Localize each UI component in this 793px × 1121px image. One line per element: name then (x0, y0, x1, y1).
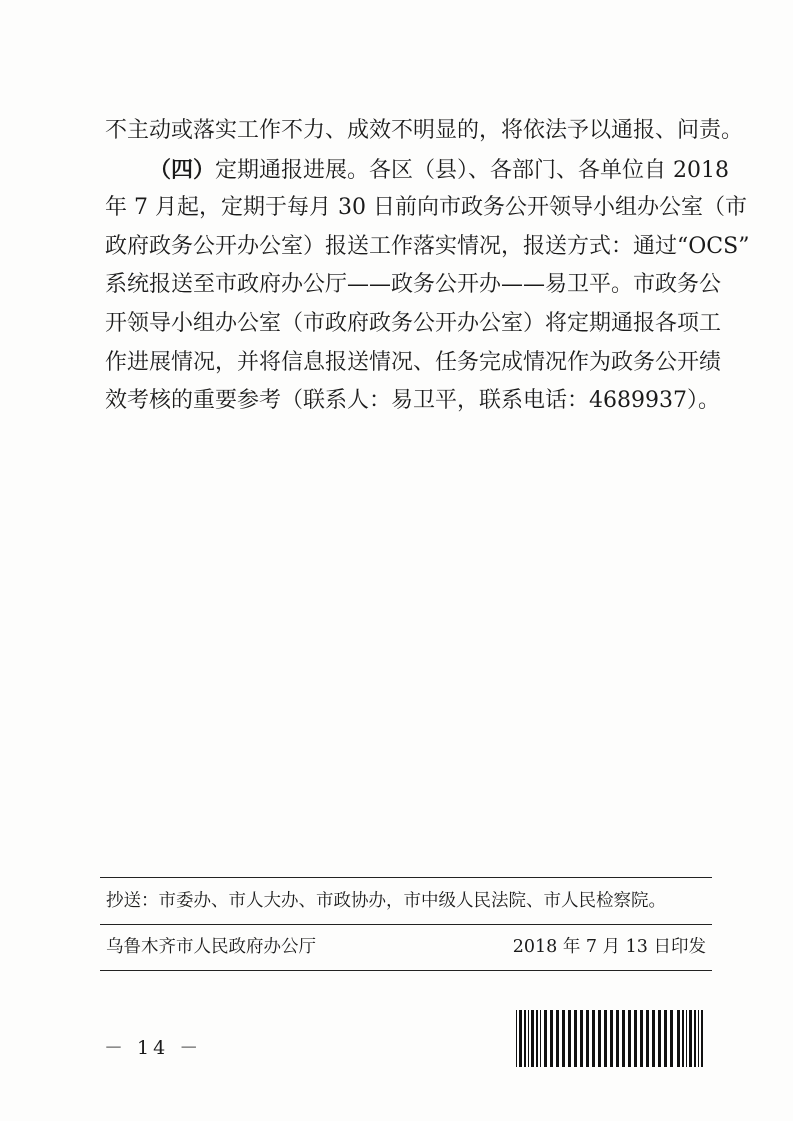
issuer-line (100, 925, 712, 970)
paragraph-line-2 (105, 151, 729, 190)
document-footer (100, 877, 712, 971)
barcode-icon (516, 1010, 703, 1067)
paragraph-line-1: 不主动或落实工作不力、成效不明显的，将依法予以通报、问责。 (105, 118, 744, 143)
section-number: （四） (149, 156, 216, 183)
paragraph-line-5: 系统报送至市政府办公厅——政务公开办——易卫平。市政务公 (105, 272, 722, 298)
paragraph-line-3: 年 7 月起，定期于每月 30 日前向市政务公开领导小组办公室（市 (105, 195, 747, 221)
issue-date: 2018 年 7 月 13 日印发 (512, 937, 706, 957)
footer-bottom-rule (100, 970, 712, 971)
issuer-name: 乌鲁木齐市人民政府办公厅 (106, 937, 316, 957)
paragraph-line-7: 作进展情况，并将信息报送情况、任务完成情况作为政务公开绩 (105, 349, 722, 375)
paragraph-line-6: 开领导小组办公室（市政府政务公开办公室）将定期通报各项工 (105, 310, 722, 336)
paragraph-line-4: 政府政务公开办公室）报送工作落实情况，报送方式：通过“OCS” (105, 233, 750, 259)
cc-line (100, 878, 712, 924)
paragraph-line-8: 效考核的重要参考（联系人：易卫平，联系电话：4689937）。 (105, 388, 720, 414)
cc-recipients: 市委办、市人大办、市政协办，市中级人民法院、市人民检察院。 (158, 891, 666, 911)
body-text (105, 112, 750, 421)
page-number: － 14 － (104, 1037, 203, 1059)
section-heading-text: 定期通报进展。各区（县）、各部门、各单位自 2018 (215, 157, 729, 183)
cc-label: 抄送： (106, 891, 159, 911)
